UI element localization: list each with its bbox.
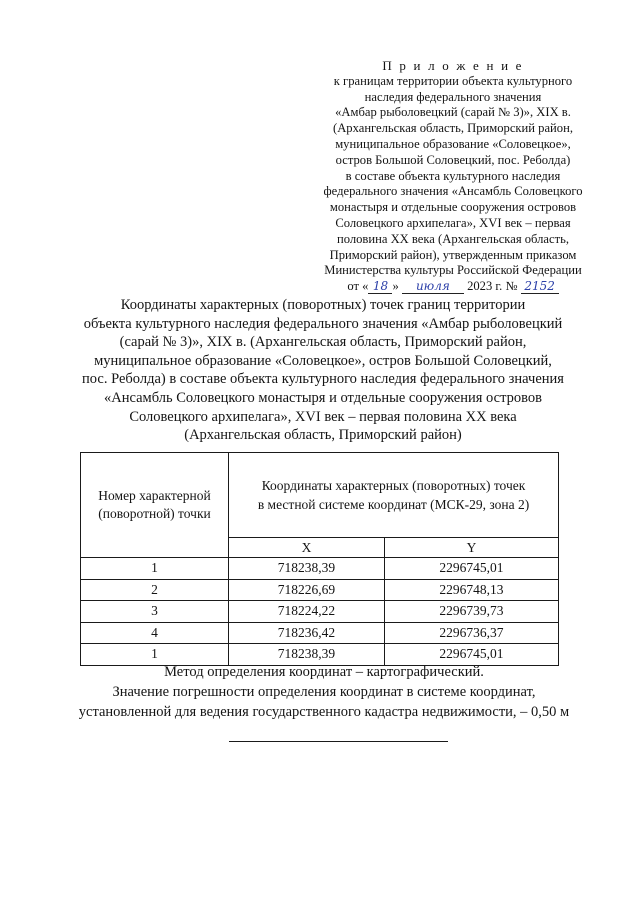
title-line: пос. Реболда) в составе объекта культурного наследия федерального значения — [82, 371, 564, 388]
accuracy-note: Значение погрешности определения координат в системе координат, — [112, 684, 536, 700]
appendix-line: Приморский район), утвержденным приказом — [329, 247, 577, 262]
title-line: Координаты характерных (поворотных) точек границ территории — [120, 297, 526, 313]
title-line: Соловецкого архипелага», XVI век – первая половина XX века — [129, 408, 517, 425]
order-close-quote: » — [392, 279, 399, 294]
title-line: объекта культурного наследия федерального значения «Амбар рыболовецкий — [83, 315, 563, 332]
x-cell: 718238,39 — [229, 644, 385, 666]
method-note: Метод определения координат – картографический. — [164, 664, 484, 680]
y-column-header: Y — [384, 538, 558, 558]
x-cell: 718238,39 — [229, 558, 385, 580]
order-date-line — [312, 279, 594, 295]
accuracy-note: установленной для ведения государственного кадастра недвижимости, – 0,50 м — [78, 704, 570, 720]
point-cell: 3 — [81, 601, 229, 623]
point-cell: 2 — [81, 579, 229, 601]
order-day-handwritten: 18 — [368, 279, 392, 294]
y-cell: 2296745,01 — [384, 644, 558, 666]
table-row — [81, 558, 559, 580]
y-cell: 2296745,01 — [384, 558, 558, 580]
appendix-line: остров Большой Соловецкий, пос. Реболда) — [335, 152, 571, 167]
footer-notes — [70, 662, 578, 722]
closing-rule — [229, 741, 448, 742]
y-cell: 2296736,37 — [384, 622, 558, 644]
appendix-line: «Амбар рыболовецкий (сарай № 3)», XIX в. — [335, 105, 571, 120]
order-number-handwritten: 2152 — [521, 279, 559, 294]
appendix-block — [312, 58, 594, 295]
appendix-line: наследия федерального значения — [364, 89, 542, 104]
title-line: (сарай № 3)», XIX в. (Архангельская область, Приморский район, — [119, 334, 527, 351]
order-month-handwritten: июля — [402, 279, 464, 294]
appendix-line: половина XX века (Архангельская область, — [336, 231, 570, 246]
appendix-line: федерального значения «Ансамбль Соловецкого — [323, 184, 583, 199]
appendix-line: монастыря и отдельные сооружения островов — [329, 200, 577, 215]
x-cell: 718224,22 — [229, 601, 385, 623]
table-row — [81, 622, 559, 644]
coordinates-table — [80, 452, 559, 666]
title-line: «Ансамбль Соловецкого монастыря и отдельные сооружения островов — [104, 389, 542, 406]
appendix-line: Соловецкого архипелага», XVI век – первая — [335, 215, 571, 230]
title-line: (Архангельская область, Приморский район) — [184, 427, 462, 444]
x-column-header: X — [229, 538, 385, 558]
point-cell: 4 — [81, 622, 229, 644]
coordinates-header: Координаты характерных (поворотных) точек в местной системе координат (МСК-29, зона 2) — [229, 453, 559, 538]
y-cell: 2296739,73 — [384, 601, 558, 623]
order-year-text: 2023 г. № — [467, 279, 518, 294]
appendix-line: муниципальное образование «Соловецкое», — [335, 136, 571, 151]
document-title — [60, 296, 586, 445]
appendix-line: к границам территории объекта культурного — [333, 73, 573, 88]
point-number-header: Номер характерной (поворотной) точки — [81, 453, 229, 558]
appendix-line: в составе объекта культурного наследия — [345, 168, 561, 183]
table-row — [81, 579, 559, 601]
title-line: муниципальное образование «Соловецкое», остров Большой Соловецкий, — [94, 352, 552, 369]
appendix-line: Министерства культуры Российской Федерации — [324, 263, 582, 278]
point-cell: 1 — [81, 558, 229, 580]
x-cell: 718226,69 — [229, 579, 385, 601]
y-cell: 2296748,13 — [384, 579, 558, 601]
table-row — [81, 601, 559, 623]
x-cell: 718236,42 — [229, 622, 385, 644]
appendix-heading: П р и л о ж е н и е — [382, 58, 524, 73]
appendix-line: (Архангельская область, Приморский район, — [333, 121, 573, 136]
order-prefix: от « — [347, 279, 369, 294]
point-cell: 1 — [81, 644, 229, 666]
